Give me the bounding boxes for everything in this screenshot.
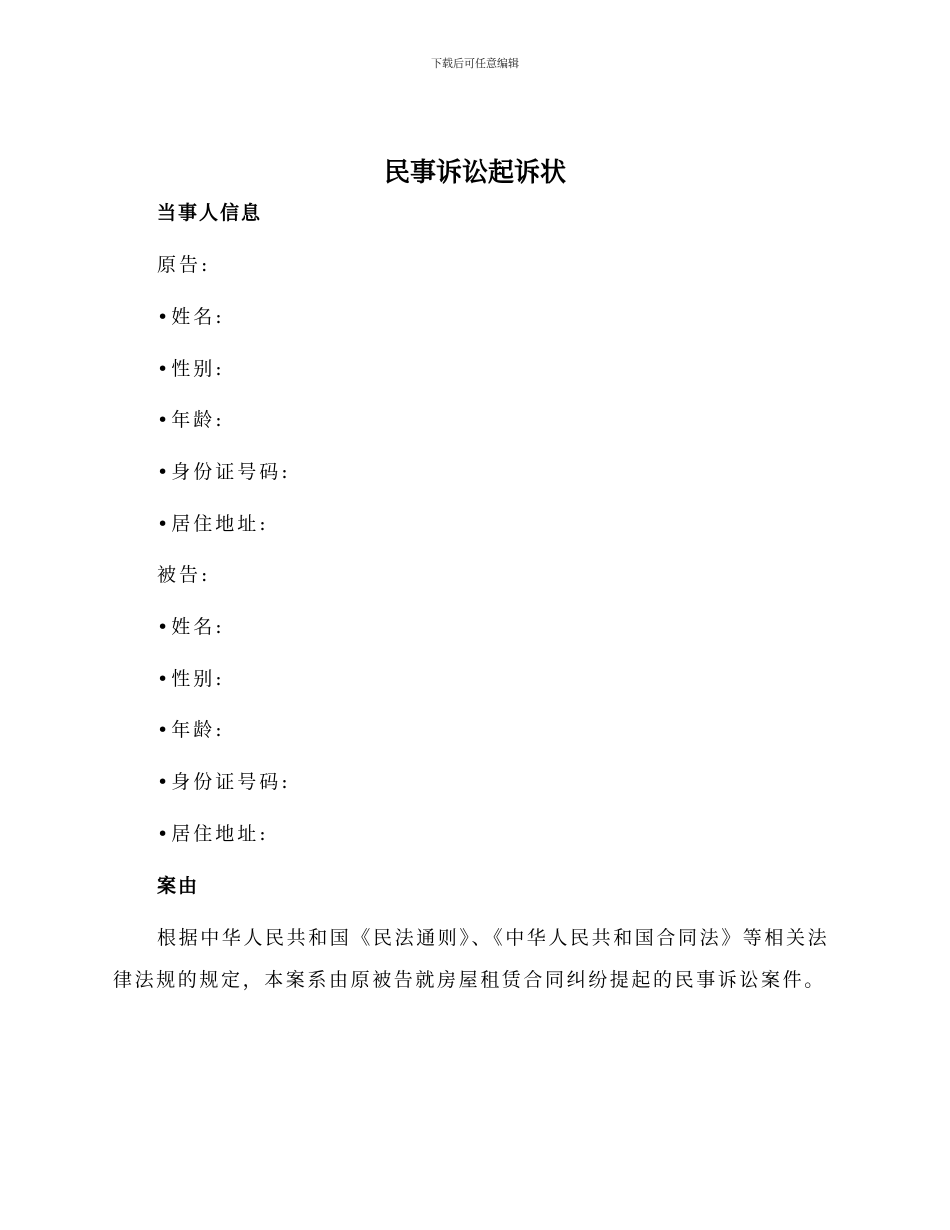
defendant-age-field: •年龄: xyxy=(157,719,225,741)
defendant-name-field: •姓名: xyxy=(157,616,225,638)
plaintiff-name-field: •姓名: xyxy=(157,306,225,328)
header-note: 下载后可任意编辑 xyxy=(431,57,519,70)
plaintiff-id-number-field: •身份证号码: xyxy=(157,461,291,483)
plaintiff-label: 原告: xyxy=(157,254,211,276)
defendant-address-field: •居住地址: xyxy=(157,823,269,845)
defendant-label: 被告: xyxy=(157,564,211,586)
parties-heading: 当事人信息 xyxy=(157,202,263,224)
cause-heading: 案由 xyxy=(157,875,200,897)
plaintiff-gender-field: •性别: xyxy=(157,358,225,380)
defendant-id-number-field: •身份证号码: xyxy=(157,771,291,793)
defendant-gender-field: •性别: xyxy=(157,668,225,690)
plaintiff-address-field: •居住地址: xyxy=(157,513,269,535)
cause-paragraph: 根据中华人民共和国《民法通则》、《中华人民共和国合同法》等相关法律法规的规定，本案系由原被告就房屋租赁合同纠纷提起的民事诉讼案件。 xyxy=(113,927,830,991)
document-title: 民事诉讼起诉状 xyxy=(383,158,566,188)
plaintiff-age-field: •年龄: xyxy=(157,409,225,431)
